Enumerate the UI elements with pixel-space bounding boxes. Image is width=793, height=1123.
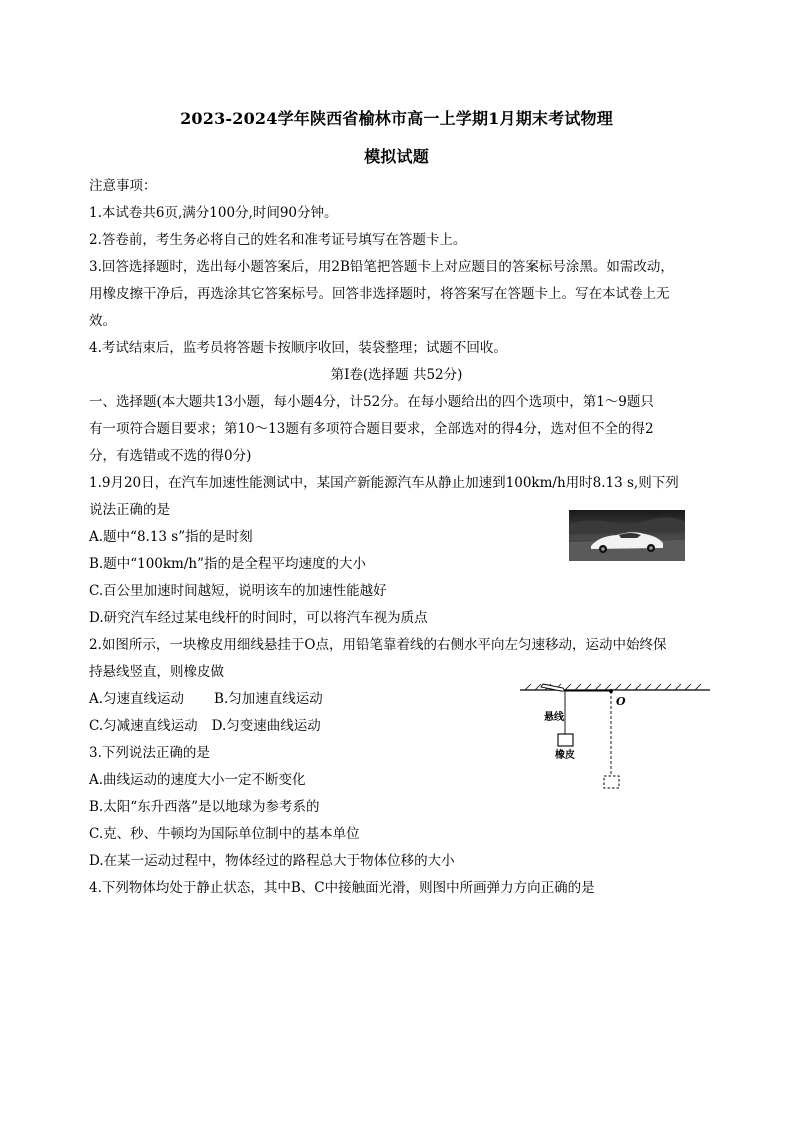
q1-option-a: A.题中“8.13 s”指的是时刻 xyxy=(89,529,253,545)
q2-options-row xyxy=(89,717,321,735)
thread-label: 悬线 xyxy=(544,712,564,723)
q3-option-b: B.太阳“东升西落”是以地球为参考系的 xyxy=(89,799,320,815)
page-title: 2023-2024学年陕西省榆林市高一上学期1月期末考试物理 xyxy=(180,109,613,128)
eraser-future-box xyxy=(604,776,619,788)
q2-option-a: A.匀速直线运动 xyxy=(89,691,185,707)
eraser-label: 橡皮 xyxy=(555,750,575,761)
q2-option-c: C.匀减速直线运动 xyxy=(89,718,198,734)
q3-option-d: D.在某一运动过程中，物体经过的路程总大于物体位移的大小 xyxy=(89,853,455,869)
q3-option-a: A.曲线运动的速度大小一定不断变化 xyxy=(89,772,306,788)
q1-option-d: D.研究汽车经过某电线杆的时间时，可以将汽车视为质点 xyxy=(89,610,428,626)
point-label: O xyxy=(616,695,626,708)
car-photo xyxy=(569,510,685,561)
note-item: 2.答卷前，考生务必将自己的姓名和准考证号填写在答题卡上。 xyxy=(89,232,467,248)
q2-options-row xyxy=(89,690,323,708)
q2-stem: 持悬线竖直，则橡皮做 xyxy=(89,664,224,680)
section-title: 第Ⅰ卷(选择题 共52分) xyxy=(330,367,463,383)
note-item: 用橡皮擦干净后，再选涂其它答案标号。回答非选择题时，将答案写在答题卡上。写在本试卷上无 xyxy=(89,286,670,302)
note-item: 效。 xyxy=(89,313,116,329)
section-intro: 一、选择题(本大题共13小题，每小题4分，计52分。在每小题给出的四个选项中，第1～9题只 xyxy=(89,394,654,410)
section-intro: 有一项符合题目要求；第10～13题有多项符合题目要求，全部选对的得4分，选对但不全的得2 xyxy=(89,421,654,437)
q1-option-b: B.题中“100km/h”指的是全程平均速度的大小 xyxy=(89,556,367,572)
page-subtitle: 模拟试题 xyxy=(364,147,429,166)
note-item: 3.回答选择题时，选出每小题答案后，用2B铅笔把答题卡上对应题目的答案标号涂黑。如需改动， xyxy=(89,259,674,275)
q3-stem: 3.下列说法正确的是 xyxy=(89,745,210,761)
q4-stem: 4.下列物体均处于静止状态，其中B、C中接触面光滑，则图中所画弹力方向正确的是 xyxy=(89,880,595,896)
q1-stem: 1.9月20日，在汽车加速性能测试中，某国产新能源汽车从静止加速到100km/h用时8.13 s,则下列 xyxy=(89,475,679,491)
q2-option-d: D.匀变速曲线运动 xyxy=(211,718,321,734)
note-item: 1.本试卷共6页,满分100分,时间90分钟。 xyxy=(89,205,338,221)
q1-option-c: C.百公里加速时间越短，说明该车的加速性能越好 xyxy=(89,583,387,599)
notes-heading: 注意事项： xyxy=(89,178,157,194)
eraser-box xyxy=(558,734,573,746)
eraser-figure xyxy=(515,680,715,795)
q1-stem: 说法正确的是 xyxy=(89,502,170,518)
q2-stem: 2.如图所示，一块橡皮用细线悬挂于O点，用铅笔靠着线的右侧水平向左匀速移动，运动中始终保 xyxy=(89,637,667,653)
q2-option-b: B.匀加速直线运动 xyxy=(214,691,323,707)
q3-option-c: C.克、秒、牛顿均为国际单位制中的基本单位 xyxy=(89,826,360,842)
note-item: 4.考试结束后，监考员将答题卡按顺序收回，装袋整理；试题不回收。 xyxy=(89,340,507,356)
section-intro: 分，有选错或不选的得0分) xyxy=(89,448,252,464)
